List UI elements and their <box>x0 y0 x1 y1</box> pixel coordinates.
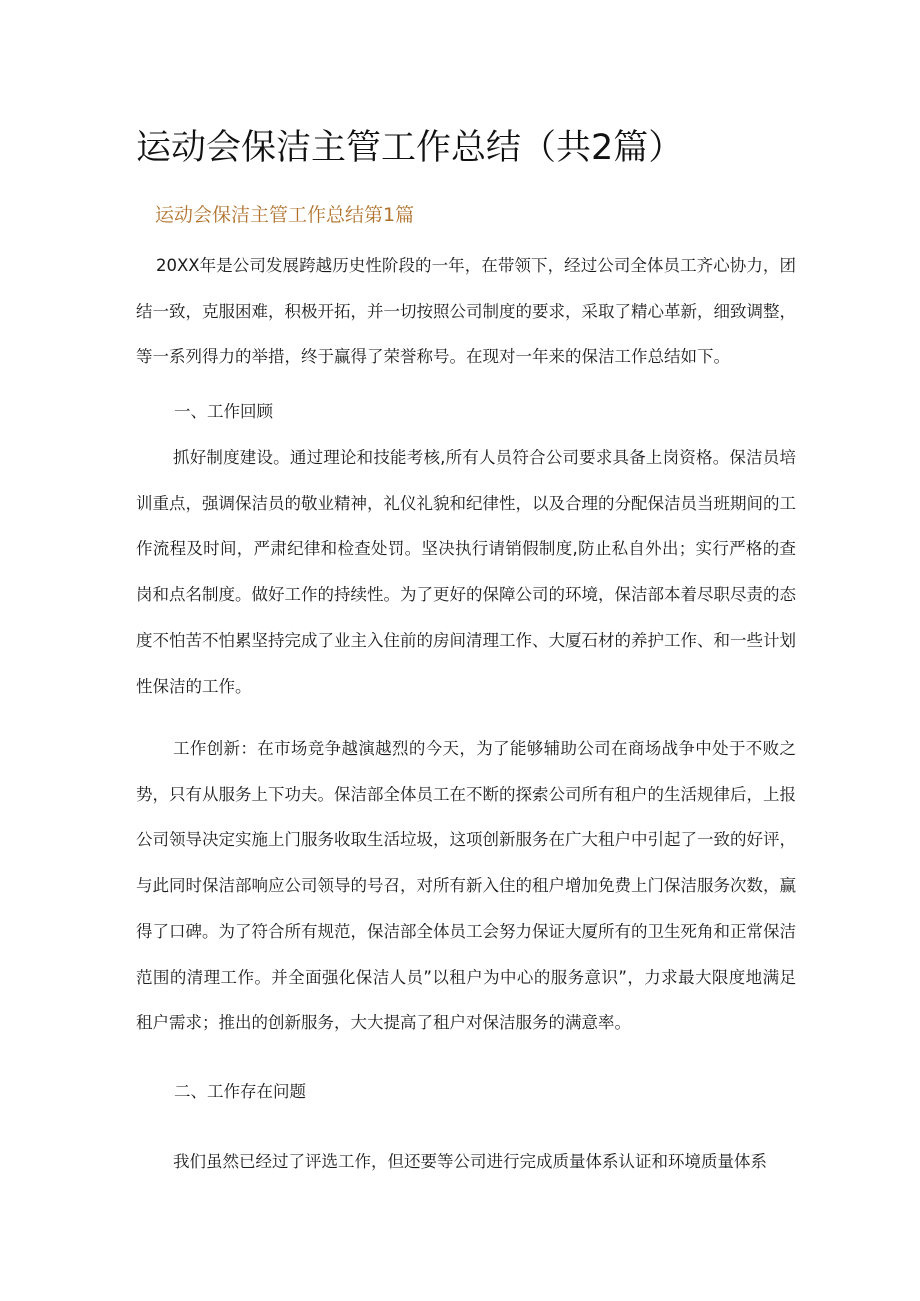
paragraph-intro: 20XX年是公司发展跨越历史性阶段的一年，在带领下，经过公司全体员工齐心协力，团结一致，克服困难，积极开拓，并一切按照公司制度的要求，采取了精心革新，细致调整，等一系列得力的举措，终于赢得了荣誉称号。在现对一年来的保洁工作总结如下。 <box>136 256 796 367</box>
paragraph-work-innovation: 工作创新：在市场竞争越演越烈的今天，为了能够辅助公司在商场战争中处于不败之势，只有从服务上下功夫。保洁部全体员工在不断的探索公司所有租户的生活规律后，上报公司领导决定实施上门服务收取生活垃圾，这项创新服务在广大租户中引起了一致的好评，与此同时保洁部响应公司领导的号召，对所有新入住的租户增加免费上门保洁服务次数，赢得了口碑。为了符合所有规范，保洁部全体员工会努力保证大厦所有的卫生死角和正常保洁范围的清理工作。并全面强化保洁人员”以租户为中心的服务意识”，力求最大限度地满足租户需求；推出的创新服务，大大提高了租户对保洁服务的满意率。 <box>136 739 796 1033</box>
document-title: 运动会保洁主管工作总结（共2篇） <box>136 128 684 168</box>
paragraph-problems: 我们虽然已经过了评选工作，但还要等公司进行完成质量体系认证和环境质量体系 <box>173 1152 767 1171</box>
section-title: 运动会保洁主管工作总结第1篇 <box>155 204 415 226</box>
paragraph-system-building: 抓好制度建设。通过理论和技能考核,所有人员符合公司要求具备上岗资格。保洁员培训重点，强调保洁员的敬业精神，礼仪礼貌和纪律性，以及合理的分配保洁员当班期间的工作流程及时间，严肃纪律和检查处罚。坚决执行请销假制度,防止私自外出；实行严格的查岗和点名制度。做好工作的持续性。为了更好的保障公司的环境，保洁部本着尽职尽责的态度不怕苦不怕累坚持完成了业主入住前的房间清理工作、大厦石材的养护工作、和一些计划性保洁的工作。 <box>136 448 796 696</box>
heading-existing-problems: 二、工作存在问题 <box>174 1082 306 1101</box>
heading-work-review: 一、工作回顾 <box>174 402 273 421</box>
